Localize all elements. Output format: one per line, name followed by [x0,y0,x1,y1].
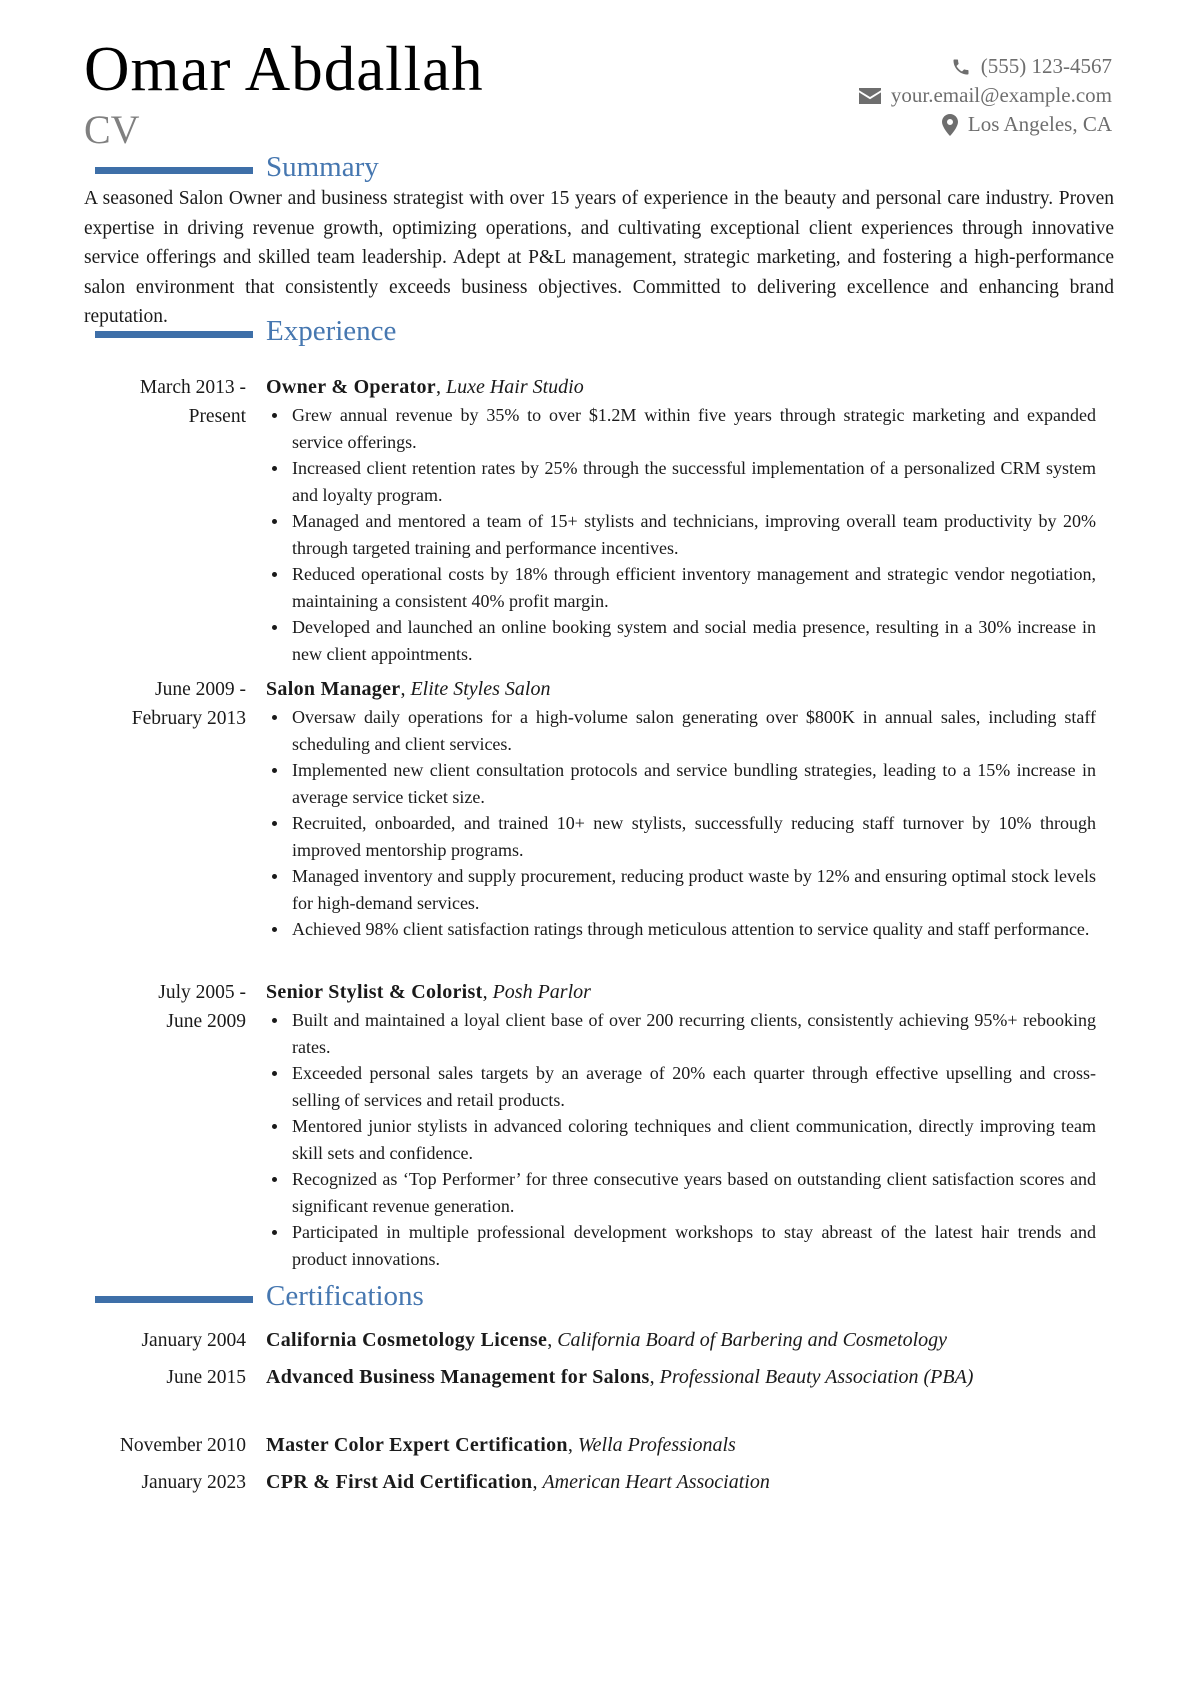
entry-body [266,978,1096,1272]
entry-date [84,675,246,733]
bullet-icon [272,519,277,524]
cert-body: Advanced Business Management for Salons, Professional Beauty Association (PBA) [266,1366,974,1388]
document-subtitle: CV [84,107,140,152]
bullet-icon [272,768,277,773]
bullet-icon [272,715,277,720]
cert-body: CPR & First Aid Certification, American Heart Association [266,1471,770,1493]
map-pin-icon [942,114,958,136]
cert-date: November 2010 [119,1435,246,1456]
employer: Luxe Hair Studio [445,376,584,398]
achievement-item: Developed and launched an online booking system and social media presence, resulting in a 30% increase in new client appointments. [266,614,1096,667]
achievement-item: Mentored junior stylists in advanced coloring techniques and client communication, directly improving team skill sets and confidence. [266,1113,1096,1166]
job-role: Salon Manager [266,678,401,700]
achievement-list [266,1007,1096,1272]
section-divider-bar [95,1296,253,1303]
entry-body [266,675,1096,943]
achievement-item: Managed and mentored a team of 15+ stylists and technicians, improving overall team productivity by 20% through targeted training and performance incentives. [266,508,1096,561]
bullet-icon [272,625,277,630]
bullet-icon [272,413,277,418]
entry-body [266,373,1096,667]
bullet-icon [272,874,277,879]
bullet-icon [272,1177,277,1182]
section-title-certifications: Certifications [266,1280,424,1312]
achievement-item: Reduced operational costs by 18% through efficient inventory management and strategic vendor negotiation, maintaining a consistent 40% profit margin. [266,561,1096,614]
achievement-item: Increased client retention rates by 25% through the successful implementation of a personalized CRM system and loyalty program. [266,455,1096,508]
cert-body: Master Color Expert Certification, Wella Professionals [266,1434,736,1456]
achievement-list [266,704,1096,943]
envelope-icon [859,88,881,104]
cert-body: California Cosmetology License, California Board of Barbering and Cosmetology [266,1329,948,1351]
achievement-item: Grew annual revenue by 35% to over $1.2M within five years through strategic marketing and expanded service offerings. [266,402,1096,455]
bullet-icon [272,1124,277,1129]
contact-info [859,52,1112,139]
section-title-summary: Summary [266,151,379,183]
contact-location [859,110,1112,139]
date-end: Present [188,406,246,427]
experience-section-header [0,315,1190,354]
bullet-icon [272,466,277,471]
job-role: Senior Stylist & Colorist [266,981,483,1003]
cert-name: California Cosmetology License [266,1329,548,1351]
phone-number[interactable]: (555) 123-4567 [980,54,1112,78]
email-address[interactable]: your.email@example.com [890,83,1112,107]
employer: Elite Styles Salon [410,678,551,700]
cert-issuer: American Heart Association [542,1471,770,1493]
achievement-item: Oversaw daily operations for a high-volume salon generating over $800K in annual sales, including staff scheduling and client services. [266,704,1096,757]
bullet-icon [272,1230,277,1235]
cert-name: Master Color Expert Certification [266,1434,568,1456]
cert-name: Advanced Business Management for Salons [266,1366,650,1388]
achievement-item: Implemented new client consultation protocols and service bundling strategies, leading to a 15% increase in average service ticket size. [266,757,1096,810]
bullet-icon [272,572,277,577]
achievement-item: Exceeded personal sales targets by an average of 20% each quarter through effective upselling and cross-selling of services and retail products. [266,1060,1096,1113]
section-divider-bar [95,331,253,338]
date-start: March 2013 - [139,377,246,398]
bullet-icon [272,821,277,826]
certifications-section-header [0,1280,1190,1319]
section-divider-bar [95,167,253,174]
achievement-item: Built and maintained a loyal client base of over 200 recurring clients, consistently achieving 95%+ rebooking rates. [266,1007,1096,1060]
location-text: Los Angeles, CA [967,112,1112,136]
cert-issuer: Professional Beauty Association (PBA) [659,1366,974,1388]
achievement-item: Managed inventory and supply procurement, reducing product waste by 12% and ensuring optimal stock levels for high-demand services. [266,863,1096,916]
contact-phone [859,52,1112,81]
contact-email [859,81,1112,110]
date-start: June 2009 - [155,679,246,700]
achievement-item: Achieved 98% client satisfaction ratings through meticulous attention to service quality and staff performance. [266,916,1096,943]
achievement-item: Recognized as ‘Top Performer’ for three consecutive years based on outstanding client satisfaction scores and significant revenue generation. [266,1166,1096,1219]
cert-date: January 2004 [141,1330,246,1351]
entry-date [84,373,246,431]
cert-issuer: Wella Professionals [577,1434,736,1456]
bullet-icon [272,1071,277,1076]
entry-title: Owner & Operator, Luxe Hair Studio [266,376,584,398]
bullet-icon [272,927,277,932]
entry-title: Senior Stylist & Colorist, Posh Parlor [266,981,591,1003]
achievement-list [266,402,1096,667]
job-role: Owner & Operator [266,376,436,398]
cert-name: CPR & First Aid Certification [266,1471,533,1493]
section-title-experience: Experience [266,315,397,347]
entry-title: Salon Manager, Elite Styles Salon [266,678,551,700]
bullet-icon [272,1018,277,1023]
entry-date [84,978,246,1036]
cert-date: June 2015 [166,1367,246,1388]
achievement-item: Recruited, onboarded, and trained 10+ new stylists, successfully reducing staff turnover by 10% through improved mentorship programs. [266,810,1096,863]
employer: Posh Parlor [492,981,591,1003]
date-end: February 2013 [131,708,246,729]
cert-date: January 2023 [141,1472,246,1493]
candidate-name: Omar Abdallah [84,34,484,104]
date-end: June 2009 [166,1011,246,1032]
achievement-item: Participated in multiple professional development workshops to stay abreast of the latest hair trends and product innovations. [266,1219,1096,1272]
phone-icon [951,57,971,77]
summary-text: A seasoned Salon Owner and business strategist with over 15 years of experience in the beauty and personal care industry. Proven expertise in driving revenue growth, optimizing operations, and cultivating exceptional client experiences through innovative service offerings and skilled team leadership. Adept at P&L management, strategic marketing, and fostering a high-performance salon environment that consistently exceeds business objectives. Committed to delivering excellence and enhancing brand reputation. [84,188,1114,327]
date-start: July 2005 - [158,982,246,1003]
cert-issuer: California Board of Barbering and Cosmetology [557,1329,948,1351]
